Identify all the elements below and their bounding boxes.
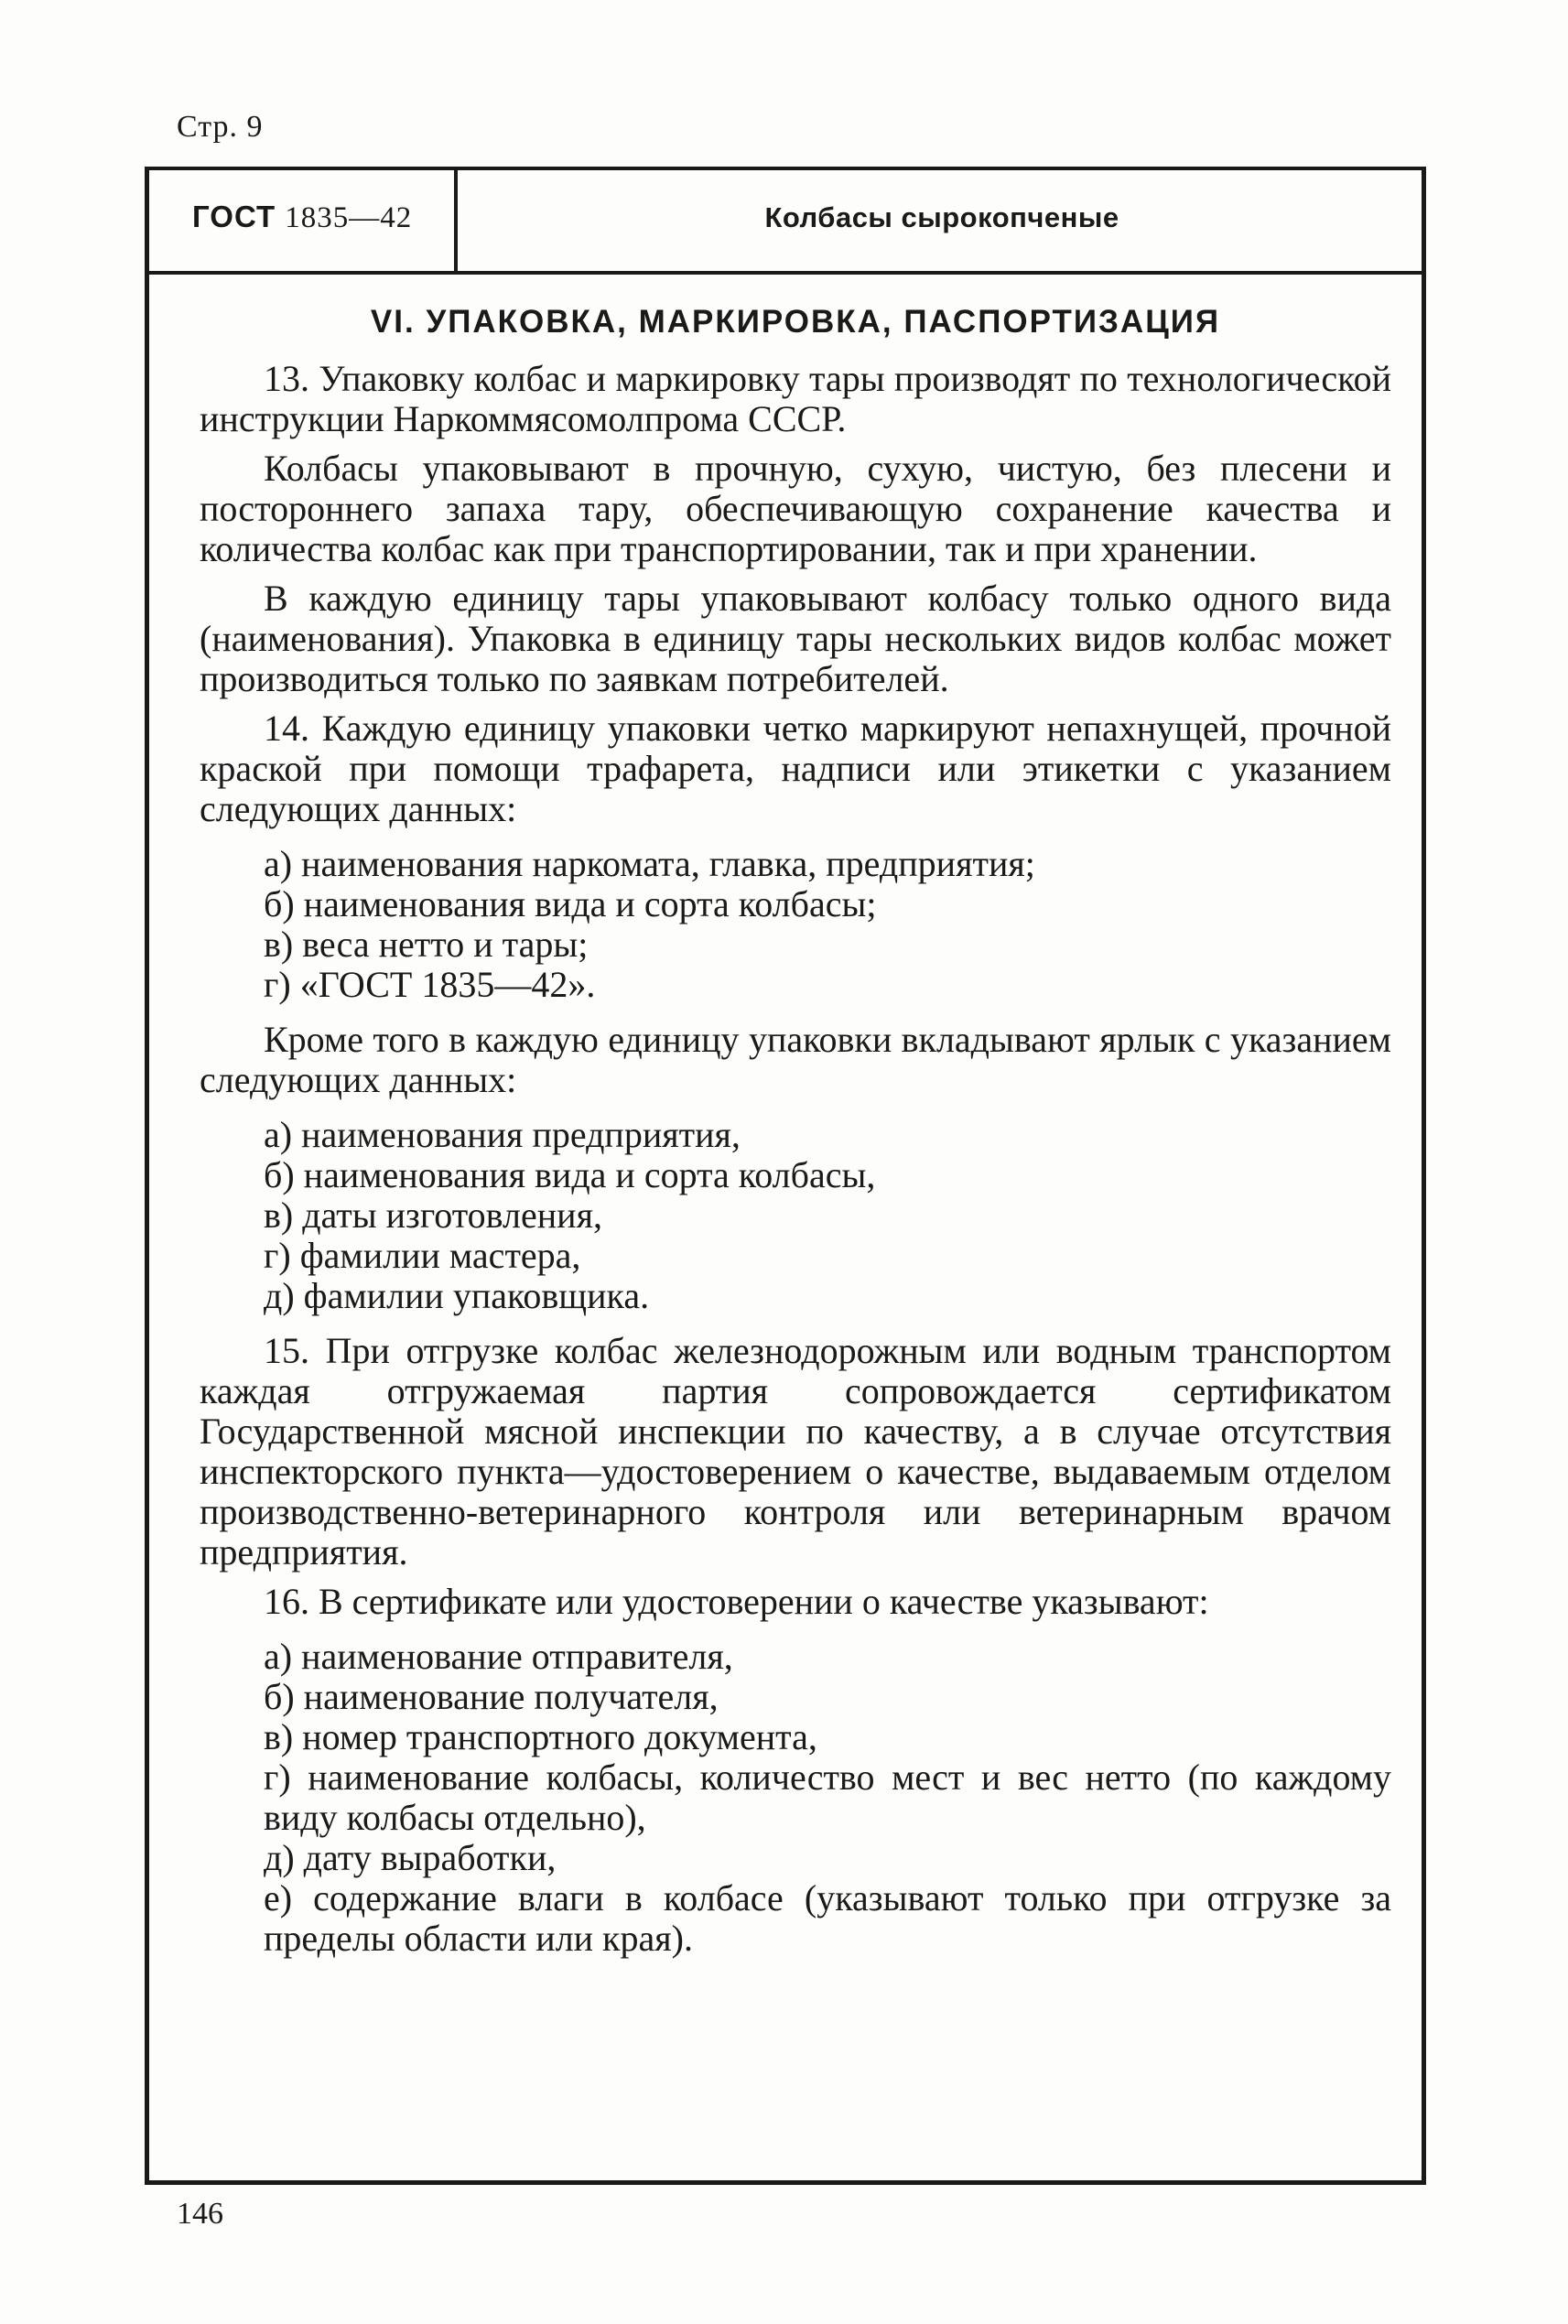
section-title: VI. УПАКОВКА, МАРКИРОВКА, ПАСПОРТИЗАЦИЯ	[370, 304, 1221, 340]
list-item: в) номер транспортного документа,	[264, 1716, 817, 1757]
list-item: в) веса нетто и тары;	[264, 924, 589, 965]
list-item: а) наименование отправителя,	[264, 1636, 733, 1677]
list-item: г) фамилии мастера,	[264, 1235, 581, 1276]
paragraph-13-single-kind: В каждую единицу тары упаковывают колбасу только одного вида (наименования). Упаковка в единицу тары нескольких видов колбас может производиться только по заявкам потребителей.	[200, 578, 1391, 699]
document-title: Колбасы сырокопченые	[764, 201, 1119, 233]
certificate-data-list	[200, 1637, 1391, 1959]
page-number: 146	[177, 2197, 223, 2231]
list-item: д) дату выработки,	[264, 1837, 557, 1878]
paragraph-13: 13. Упаковку колбас и маркировку тары производят по технологической инструкции Наркоммясомолпрома СССР.	[200, 358, 1391, 439]
list-item: д) фамилии упаковщика.	[264, 1275, 650, 1316]
list-item: г) наименование колбасы, количество мест и вес нетто (по каждому виду колбасы отдельно),	[264, 1757, 1391, 1838]
list-item: б) наименование получателя,	[264, 1676, 719, 1717]
paragraph-14: 14. Каждую единицу упаковки четко маркируют непахнущей, прочной краской при помощи трафарета, надписи или этикетки с указанием следующих данных:	[200, 708, 1391, 829]
page-label: Стр. 9	[177, 110, 264, 144]
list-item: г) «ГОСТ 1835—42».	[264, 964, 596, 1005]
paragraph-15: 15. При отгрузке колбас железнодорожным или водным транспортом каждая отгружаемая партия сопровождается сертификатом Государственной мясной инспекции по качеству, а в случае отсутствия инспекторского пункта—удостоверением о качестве, выдаваемым отделом производственно-ветеринарного контроля или ветеринарным врачом предприятия.	[200, 1330, 1391, 1573]
document-body	[200, 302, 1391, 1973]
list-item: а) наименования наркомата, главка, предприятия;	[264, 843, 1035, 884]
paragraph-13-packaging: Колбасы упаковывают в прочную, сухую, чистую, без плесени и постороннего запаха тару, обеспечивающую сохранение качества и количества колбас как при транспортировании, так и при хранении.	[200, 448, 1391, 569]
standard-code-prefix: ГОСТ	[192, 200, 276, 233]
paragraph-14-label: Кроме того в каждую единицу упаковки вкладывают ярлык с указанием следующих данных:	[200, 1019, 1391, 1100]
header-rule	[145, 271, 1426, 275]
list-item: е) содержание влаги в колбасе (указывают только при отгрузке за пределы области или края).	[264, 1877, 1391, 1959]
list-item: б) наименования вида и сорта колбасы;	[264, 883, 877, 924]
list-item: а) наименования предприятия,	[264, 1114, 741, 1155]
standard-code-number: 1835—42	[285, 201, 413, 234]
marking-data-list	[200, 844, 1391, 1005]
label-data-list	[200, 1115, 1391, 1316]
list-item: в) даты изготовления,	[264, 1194, 602, 1236]
list-item: б) наименования вида и сорта колбасы,	[264, 1154, 876, 1195]
footer-rule	[145, 2180, 1426, 2185]
paragraph-16: 16. В сертификате или удостоверении о качестве указывают:	[264, 1581, 1209, 1622]
standard-code	[192, 200, 412, 235]
